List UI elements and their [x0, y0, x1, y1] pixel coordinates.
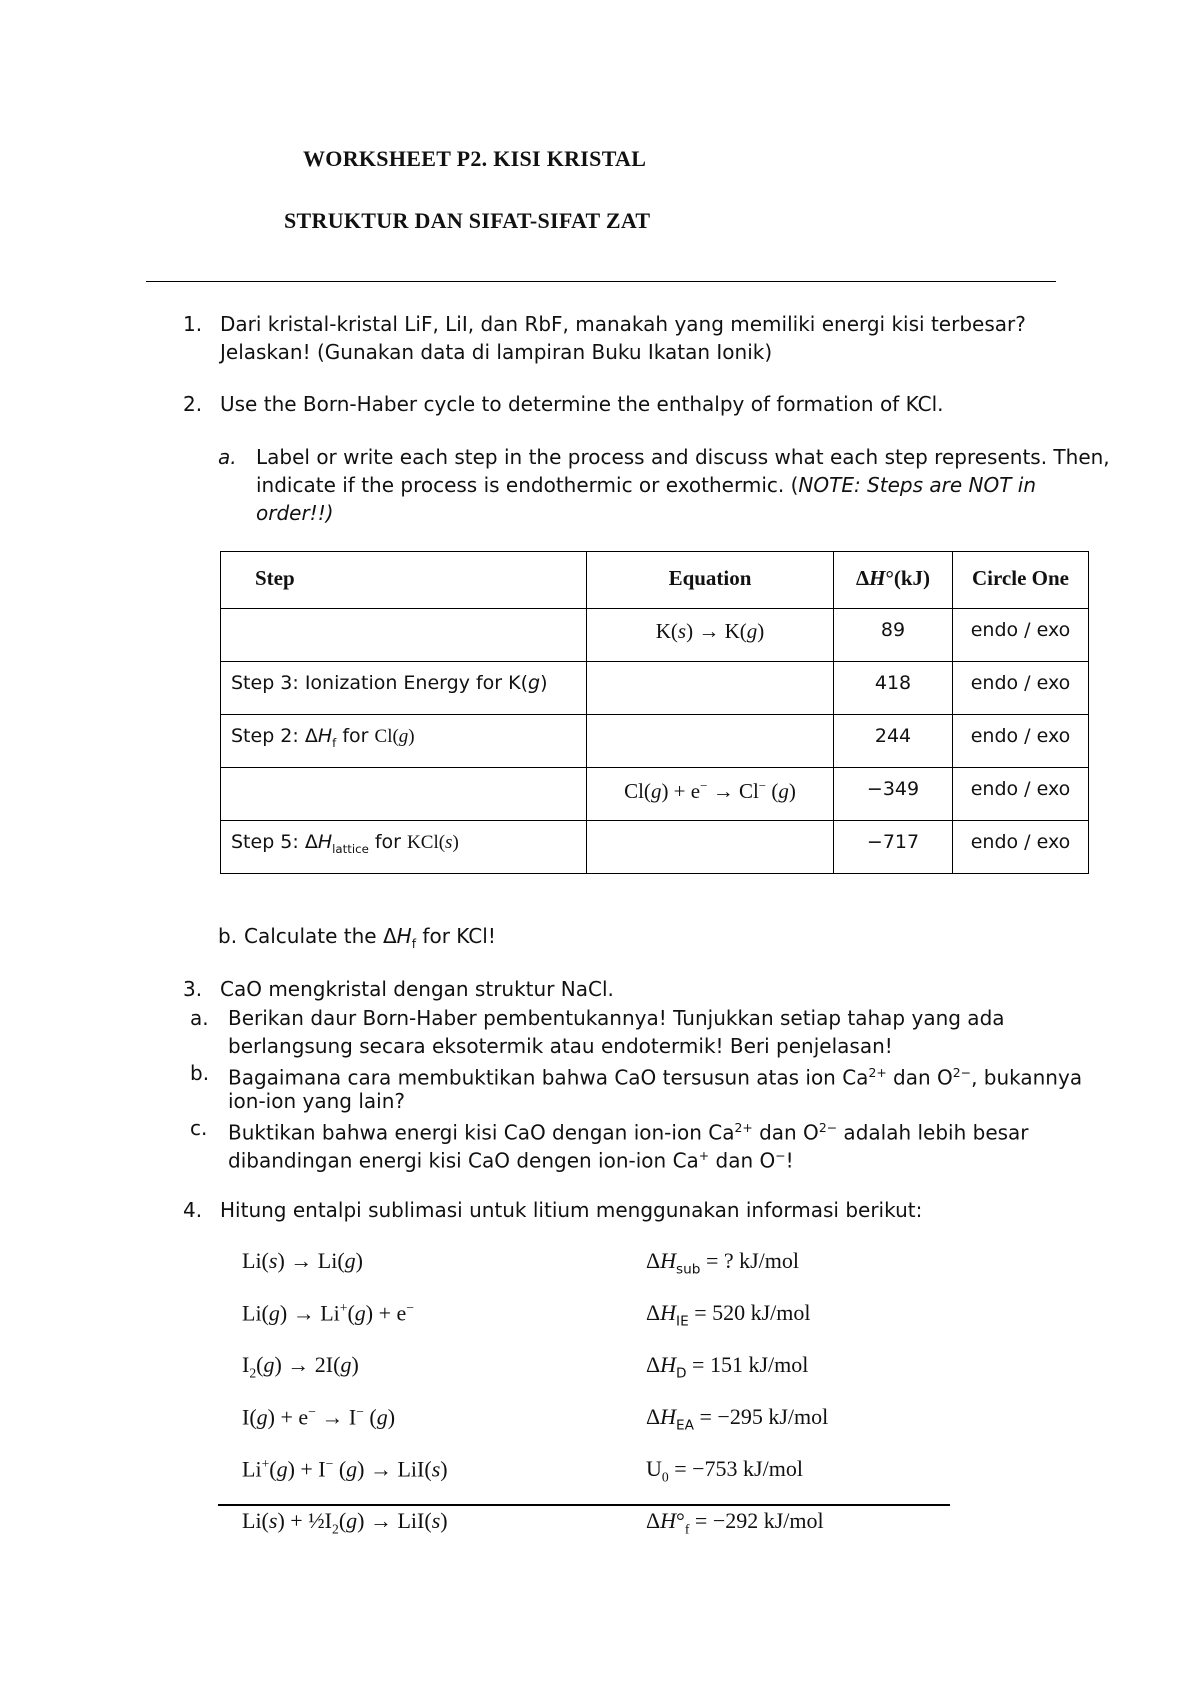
table-row	[221, 609, 1089, 662]
row3-value: 244	[834, 715, 953, 768]
q4-number: 4.	[183, 1198, 203, 1222]
q3-text: CaO mengkristal dengan struktur NaCl.	[220, 977, 614, 1001]
header-circle: Circle One	[953, 552, 1089, 609]
q2b-label: b.	[218, 924, 238, 948]
row3-equation[interactable]	[587, 715, 834, 768]
q3-number: 3.	[183, 977, 203, 1001]
page-subtitle: STRUKTUR DAN SIFAT-SIFAT ZAT	[284, 208, 651, 233]
row1-equation: K(s) → K(g)	[587, 609, 834, 662]
q4-val2: $\Delta H_{IE} = 520$ kJ/mol	[646, 1300, 811, 1330]
q4-eq5: Li+(g) + I− (g) → LiI(s)	[242, 1456, 448, 1482]
row1-value: 89	[834, 609, 953, 662]
q3a-label: a.	[190, 1006, 209, 1030]
q2a-line2	[256, 471, 1066, 499]
table-row	[221, 821, 1089, 874]
q3b-line2: ion-ion yang lain?	[228, 1089, 405, 1113]
row4-step[interactable]	[221, 768, 587, 821]
row5-value: −717	[834, 821, 953, 874]
q3a-line1: Berikan daur Born-Haber pembentukannya! Tunjukkan setiap tahap yang ada	[228, 1006, 1005, 1030]
q1-number: 1.	[183, 312, 203, 336]
q4-eq2: Li(g) → Li+(g) + e−	[242, 1300, 414, 1326]
row5-equation[interactable]	[587, 821, 834, 874]
row5-circle[interactable]: endo / exo	[953, 821, 1089, 874]
born-haber-table	[220, 551, 1089, 874]
table-row	[221, 768, 1089, 821]
q2a-note: NOTE: Steps are NOT in	[798, 473, 1037, 497]
q4-text: Hitung entalpi sublimasi untuk litium menggunakan informasi berikut:	[220, 1198, 923, 1222]
q2a-label: a.	[218, 445, 237, 469]
row2-step: Step 3: Ionization Energy for K(g)	[221, 662, 587, 715]
q2a-note-end: order!!)	[256, 501, 334, 525]
q3b-line1: Bagaimana cara membuktikan bahwa CaO tersusun atas ion $Ca^{2+}$ dan $O^{2-}$, bukannya	[228, 1065, 1083, 1090]
q3c-line2: dibandingan energi kisi CaO dengen ion-ion Ca+ dan O−!	[228, 1148, 794, 1173]
q2-number: 2.	[183, 392, 203, 416]
table-row	[221, 715, 1089, 768]
q2a-line1: Label or write each step in the process and discuss what each step represents. Then,	[256, 445, 1110, 469]
q2-text: Use the Born-Haber cycle to determine the enthalpy of formation of KCl.	[220, 392, 944, 416]
sum-divider	[218, 1504, 950, 1506]
q4-val3: $\Delta H_D = 151$ kJ/mol	[646, 1352, 809, 1382]
row4-circle[interactable]: endo / exo	[953, 768, 1089, 821]
row2-value: 418	[834, 662, 953, 715]
q3b-label: b.	[190, 1061, 210, 1085]
q3c-label: c.	[190, 1116, 208, 1140]
header-step: Step	[221, 552, 587, 609]
q4-eq1: Li(s) → Li(g)	[242, 1248, 363, 1273]
row1-step[interactable]	[221, 609, 587, 662]
q1-line2: Jelaskan! (Gunakan data di lampiran Buku Ikatan Ionik)	[220, 340, 773, 364]
table-row	[221, 662, 1089, 715]
q3c-line1: Buktikan bahwa energi kisi CaO dengan ion-ion $Ca^{2+}$ dan $O^{2-}$ adalah lebih besar	[228, 1120, 1029, 1145]
row5-step: Step 5: $\Delta H_{lattice}$ for KCl(s)	[221, 821, 587, 874]
row1-circle[interactable]: endo / exo	[953, 609, 1089, 662]
header-divider	[146, 281, 1056, 282]
q4-val1: $\Delta H_{sub}$ = ? kJ/mol	[646, 1248, 800, 1278]
q1-line1: Dari kristal-kristal LiF, LiI, dan RbF, manakah yang memiliki energi kisi terbesar?	[220, 312, 1026, 336]
q2b-text: Calculate the $\Delta H_f$ for KCl!	[244, 924, 496, 951]
q4-eq6: $Li(s) + \frac{1}{2}I_2(g) \to LiI(s)$	[242, 1508, 448, 1537]
row2-circle[interactable]: endo / exo	[953, 662, 1089, 715]
q4-eq4: I(g) + e− → I− (g)	[242, 1404, 396, 1430]
table-header-row	[221, 552, 1089, 609]
q4-val6: $\Delta H^\circ_f = -292$ kJ/mol	[646, 1508, 824, 1537]
row2-equation[interactable]	[587, 662, 834, 715]
q4-eq3: $I_2(g) \to 2I(g)$	[242, 1352, 359, 1381]
q2a-line2-text: indicate if the process is endothermic or exothermic. (NOTE: Steps are NOT in	[256, 473, 1037, 497]
row3-circle[interactable]: endo / exo	[953, 715, 1089, 768]
page-title: WORKSHEET P2. KISI KRISTAL	[303, 146, 647, 171]
q4-val5: $U_0 = -753$ kJ/mol	[646, 1456, 803, 1485]
header-equation: Equation	[587, 552, 834, 609]
row4-equation: Cl(g) + e− → Cl− (g)	[587, 768, 834, 821]
row4-value: −349	[834, 768, 953, 821]
row3-step: Step 2: $\Delta H_f$ for Cl(g)	[221, 715, 587, 768]
header-dh: ΔH°(kJ)	[834, 552, 953, 609]
q3a-line2: berlangsung secara eksotermik atau endotermik! Beri penjelasan!	[228, 1034, 893, 1058]
q4-val4: $\Delta H_{EA} = -295$ kJ/mol	[646, 1404, 829, 1434]
